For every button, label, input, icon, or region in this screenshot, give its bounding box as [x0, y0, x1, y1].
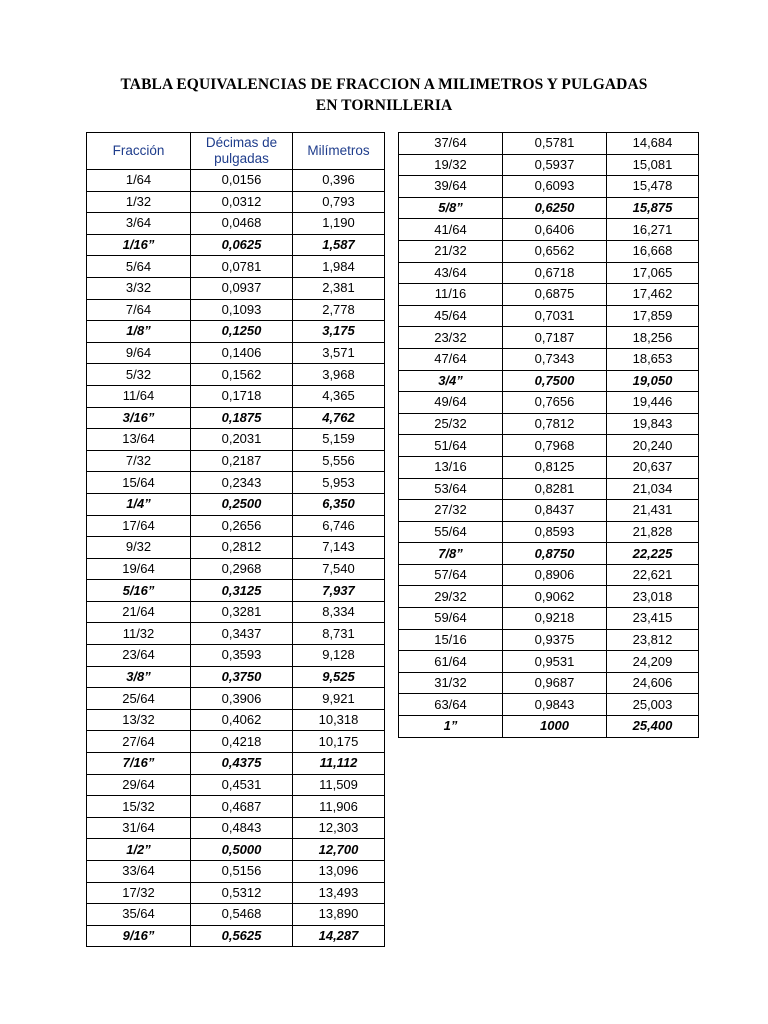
decimal-inch-cell: 0,6718 [503, 262, 607, 284]
decimal-inch-cell: 0,8281 [503, 478, 607, 500]
table-row [87, 709, 385, 731]
table-row [87, 731, 385, 753]
millimeter-cell: 8,334 [293, 601, 385, 623]
decimal-inch-cell: 0,1250 [191, 321, 293, 343]
decimal-inch-cell: 0,6250 [503, 197, 607, 219]
decimal-inch-cell: 0,5937 [503, 154, 607, 176]
header-decimal-line1: Décimas de [205, 135, 278, 150]
millimeter-cell: 5,159 [293, 429, 385, 451]
decimal-inch-cell: 0,9062 [503, 586, 607, 608]
decimal-inch-cell: 0,0312 [191, 191, 293, 213]
fraction-cell: 13/64 [87, 429, 191, 451]
fraction-cell: 15/64 [87, 472, 191, 494]
fraction-cell: 23/64 [87, 645, 191, 667]
fraction-cell: 1/16” [87, 234, 191, 256]
fraction-cell: 21/32 [399, 240, 503, 262]
table-row [399, 219, 699, 241]
fraction-cell: 17/64 [87, 515, 191, 537]
table-row [87, 385, 385, 407]
millimeter-cell: 24,209 [607, 651, 699, 673]
fraction-cell: 31/32 [399, 672, 503, 694]
decimal-inch-cell: 0,5000 [191, 839, 293, 861]
decimal-inch-cell: 0,5625 [191, 925, 293, 947]
table-row [87, 623, 385, 645]
decimal-inch-cell: 0,6406 [503, 219, 607, 241]
fraction-cell: 3/8” [87, 666, 191, 688]
fraction-cell: 11/64 [87, 385, 191, 407]
decimal-inch-cell: 0,4062 [191, 709, 293, 731]
fraction-cell: 7/64 [87, 299, 191, 321]
millimeter-cell: 23,812 [607, 629, 699, 651]
table-row [87, 601, 385, 623]
fraction-cell: 15/16 [399, 629, 503, 651]
decimal-inch-cell: 0,0937 [191, 277, 293, 299]
millimeter-cell: 18,653 [607, 348, 699, 370]
decimal-inch-cell: 0,5468 [191, 904, 293, 926]
decimal-inch-cell: 0,5312 [191, 882, 293, 904]
table-row [87, 817, 385, 839]
table-row [399, 672, 699, 694]
fraction-cell: 3/16” [87, 407, 191, 429]
millimeter-cell: 11,112 [293, 753, 385, 775]
table-row [87, 904, 385, 926]
millimeter-cell: 5,953 [293, 472, 385, 494]
decimal-inch-cell: 0,5781 [503, 133, 607, 155]
millimeter-cell: 23,415 [607, 608, 699, 630]
decimal-inch-cell: 0,1875 [191, 407, 293, 429]
table-row [399, 305, 699, 327]
fraction-cell: 31/64 [87, 817, 191, 839]
millimeter-cell: 19,446 [607, 392, 699, 414]
decimal-inch-cell: 0,7812 [503, 413, 607, 435]
millimeter-cell: 22,225 [607, 543, 699, 565]
fraction-cell: 1/2” [87, 839, 191, 861]
decimal-inch-cell: 0,0625 [191, 234, 293, 256]
millimeter-cell: 25,400 [607, 716, 699, 738]
decimal-inch-cell: 0,3593 [191, 645, 293, 667]
fraction-cell: 9/16” [87, 925, 191, 947]
millimeter-cell: 15,478 [607, 176, 699, 198]
decimal-inch-cell: 0,7031 [503, 305, 607, 327]
decimal-inch-cell: 0,7656 [503, 392, 607, 414]
table-row [87, 472, 385, 494]
millimeter-cell: 15,081 [607, 154, 699, 176]
decimal-inch-cell: 0,0781 [191, 256, 293, 278]
millimeter-cell: 20,240 [607, 435, 699, 457]
table-row [399, 413, 699, 435]
table-row [87, 213, 385, 235]
millimeter-cell: 20,637 [607, 456, 699, 478]
decimal-inch-cell: 0,5156 [191, 861, 293, 883]
table-row [399, 262, 699, 284]
fraction-cell: 51/64 [399, 435, 503, 457]
fraction-cell: 19/64 [87, 558, 191, 580]
decimal-inch-cell: 0,9218 [503, 608, 607, 630]
decimal-inch-cell: 0,4218 [191, 731, 293, 753]
decimal-inch-cell: 0,1093 [191, 299, 293, 321]
table-row [87, 645, 385, 667]
fraction-cell: 11/16 [399, 284, 503, 306]
millimeter-cell: 1,984 [293, 256, 385, 278]
decimal-inch-cell: 0,7968 [503, 435, 607, 457]
millimeter-cell: 5,556 [293, 450, 385, 472]
decimal-inch-cell: 0,1718 [191, 385, 293, 407]
table-row [87, 580, 385, 602]
decimal-inch-cell: 0,2968 [191, 558, 293, 580]
decimal-inch-cell: 0,7187 [503, 327, 607, 349]
millimeter-cell: 23,018 [607, 586, 699, 608]
millimeter-cell: 21,828 [607, 521, 699, 543]
decimal-inch-cell: 0,9687 [503, 672, 607, 694]
millimeter-cell: 12,700 [293, 839, 385, 861]
fraction-cell: 63/64 [399, 694, 503, 716]
table-row [399, 240, 699, 262]
decimal-inch-cell: 0,7343 [503, 348, 607, 370]
millimeter-cell: 25,003 [607, 694, 699, 716]
table-row [399, 133, 699, 155]
decimal-inch-cell: 0,0468 [191, 213, 293, 235]
title-line-2: EN TORNILLERIA [315, 97, 453, 114]
millimeter-cell: 24,606 [607, 672, 699, 694]
millimeter-cell: 15,875 [607, 197, 699, 219]
fraction-cell: 47/64 [399, 348, 503, 370]
fraction-cell: 1” [399, 716, 503, 738]
table-row [87, 861, 385, 883]
decimal-inch-cell: 0,0156 [191, 170, 293, 192]
table-row [87, 191, 385, 213]
millimeter-cell: 22,621 [607, 564, 699, 586]
millimeter-cell: 0,396 [293, 170, 385, 192]
millimeter-cell: 6,746 [293, 515, 385, 537]
millimeter-cell: 10,318 [293, 709, 385, 731]
decimal-inch-cell: 0,3906 [191, 688, 293, 710]
table-row [399, 370, 699, 392]
decimal-inch-cell: 0,4375 [191, 753, 293, 775]
table-row [87, 537, 385, 559]
millimeter-cell: 17,859 [607, 305, 699, 327]
table-row [87, 234, 385, 256]
table-row [399, 176, 699, 198]
fraction-cell: 3/32 [87, 277, 191, 299]
table-row [87, 774, 385, 796]
decimal-inch-cell: 0,9375 [503, 629, 607, 651]
table-row [399, 284, 699, 306]
millimeter-cell: 9,921 [293, 688, 385, 710]
millimeter-cell: 21,431 [607, 500, 699, 522]
decimal-inch-cell: 0,9843 [503, 694, 607, 716]
decimal-inch-cell: 0,2031 [191, 429, 293, 451]
fraction-cell: 5/32 [87, 364, 191, 386]
fraction-cell: 41/64 [399, 219, 503, 241]
table-row [87, 407, 385, 429]
fraction-cell: 49/64 [399, 392, 503, 414]
fraction-cell: 37/64 [399, 133, 503, 155]
table-row [399, 456, 699, 478]
fraction-cell: 1/32 [87, 191, 191, 213]
fraction-cell: 61/64 [399, 651, 503, 673]
table-row [87, 882, 385, 904]
millimeter-cell: 21,034 [607, 478, 699, 500]
fraction-cell: 27/64 [87, 731, 191, 753]
table-row [399, 327, 699, 349]
table-row [87, 450, 385, 472]
table-row [87, 364, 385, 386]
millimeter-cell: 0,793 [293, 191, 385, 213]
fraction-cell: 13/32 [87, 709, 191, 731]
table-row [87, 170, 385, 192]
decimal-inch-cell: 0,6093 [503, 176, 607, 198]
millimeter-cell: 19,050 [607, 370, 699, 392]
fraction-cell: 7/16” [87, 753, 191, 775]
fraction-cell: 59/64 [399, 608, 503, 630]
fraction-cell: 25/64 [87, 688, 191, 710]
table-row [87, 429, 385, 451]
millimeter-cell: 2,381 [293, 277, 385, 299]
fraction-cell: 9/64 [87, 342, 191, 364]
fraction-cell: 5/16” [87, 580, 191, 602]
decimal-inch-cell: 0,4843 [191, 817, 293, 839]
decimal-inch-cell: 0,8125 [503, 456, 607, 478]
fraction-cell: 27/32 [399, 500, 503, 522]
table-row [399, 392, 699, 414]
fraction-cell: 3/4” [399, 370, 503, 392]
fraction-cell: 17/32 [87, 882, 191, 904]
decimal-inch-cell: 0,6875 [503, 284, 607, 306]
table-row [87, 839, 385, 861]
fraction-cell: 45/64 [399, 305, 503, 327]
millimeter-cell: 3,571 [293, 342, 385, 364]
fraction-cell: 15/32 [87, 796, 191, 818]
table-row [399, 716, 699, 738]
millimeter-cell: 3,968 [293, 364, 385, 386]
millimeter-cell: 1,190 [293, 213, 385, 235]
fraction-cell: 43/64 [399, 262, 503, 284]
millimeter-cell: 4,365 [293, 385, 385, 407]
fraction-cell: 21/64 [87, 601, 191, 623]
millimeter-cell: 11,906 [293, 796, 385, 818]
millimeter-cell: 16,668 [607, 240, 699, 262]
millimeter-cell: 17,462 [607, 284, 699, 306]
fraction-cell: 33/64 [87, 861, 191, 883]
table-row [87, 493, 385, 515]
decimal-inch-cell: 0,2812 [191, 537, 293, 559]
table-row [87, 753, 385, 775]
decimal-inch-cell: 0,2187 [191, 450, 293, 472]
table-row [87, 342, 385, 364]
millimeter-cell: 18,256 [607, 327, 699, 349]
fraction-cell: 11/32 [87, 623, 191, 645]
fraction-cell: 5/64 [87, 256, 191, 278]
millimeter-cell: 2,778 [293, 299, 385, 321]
fraction-cell: 19/32 [399, 154, 503, 176]
millimeter-cell: 11,509 [293, 774, 385, 796]
millimeter-cell: 4,762 [293, 407, 385, 429]
fraction-cell: 57/64 [399, 564, 503, 586]
decimal-inch-cell: 0,3437 [191, 623, 293, 645]
decimal-inch-cell: 0,8437 [503, 500, 607, 522]
table-row [87, 515, 385, 537]
fraction-cell: 25/32 [399, 413, 503, 435]
table-right-body [399, 133, 699, 738]
millimeter-cell: 1,587 [293, 234, 385, 256]
millimeter-cell: 8,731 [293, 623, 385, 645]
fraction-cell: 23/32 [399, 327, 503, 349]
fraction-cell: 29/32 [399, 586, 503, 608]
fraction-cell: 3/64 [87, 213, 191, 235]
title-line-1: TABLA EQUIVALENCIAS DE FRACCION A MILIMETROS Y PULGADAS [120, 76, 648, 93]
table-row [399, 651, 699, 673]
fraction-cell: 1/8” [87, 321, 191, 343]
header-decimal-line2: pulgadas [214, 151, 269, 166]
decimal-inch-cell: 0,3281 [191, 601, 293, 623]
table-row [399, 435, 699, 457]
table-row [399, 154, 699, 176]
fraction-cell: 1/64 [87, 170, 191, 192]
fraction-cell: 53/64 [399, 478, 503, 500]
table-row [399, 500, 699, 522]
table-left-body [87, 170, 385, 947]
millimeter-cell: 14,287 [293, 925, 385, 947]
table-row [87, 321, 385, 343]
table-row [399, 543, 699, 565]
header-millimeters: Milímetros [293, 133, 385, 170]
table-row [87, 256, 385, 278]
millimeter-cell: 13,096 [293, 861, 385, 883]
millimeter-cell: 7,540 [293, 558, 385, 580]
millimeter-cell: 19,843 [607, 413, 699, 435]
millimeter-cell: 16,271 [607, 219, 699, 241]
table-row [399, 608, 699, 630]
conversion-table-right [398, 132, 699, 738]
fraction-cell: 7/8” [399, 543, 503, 565]
table-row [87, 277, 385, 299]
fraction-cell: 1/4” [87, 493, 191, 515]
decimal-inch-cell: 0,2343 [191, 472, 293, 494]
table-row [87, 558, 385, 580]
table-row [399, 348, 699, 370]
table-row [399, 629, 699, 651]
decimal-inch-cell: 0,1562 [191, 364, 293, 386]
decimal-inch-cell: 0,2500 [191, 493, 293, 515]
decimal-inch-cell: 0,2656 [191, 515, 293, 537]
millimeter-cell: 17,065 [607, 262, 699, 284]
fraction-cell: 7/32 [87, 450, 191, 472]
decimal-inch-cell: 0,4531 [191, 774, 293, 796]
decimal-inch-cell: 0,3750 [191, 666, 293, 688]
decimal-inch-cell: 0,8593 [503, 521, 607, 543]
fraction-cell: 9/32 [87, 537, 191, 559]
fraction-cell: 5/8” [399, 197, 503, 219]
decimal-inch-cell: 0,3125 [191, 580, 293, 602]
decimal-inch-cell: 0,6562 [503, 240, 607, 262]
conversion-table-left [86, 132, 385, 947]
header-fraction: Fracción [87, 133, 191, 170]
decimal-inch-cell: 0,1406 [191, 342, 293, 364]
millimeter-cell: 13,493 [293, 882, 385, 904]
decimal-inch-cell: 1000 [503, 716, 607, 738]
decimal-inch-cell: 0,4687 [191, 796, 293, 818]
table-header-row [87, 133, 385, 170]
fraction-cell: 55/64 [399, 521, 503, 543]
header-decimal [191, 133, 293, 170]
fraction-cell: 29/64 [87, 774, 191, 796]
table-row [87, 925, 385, 947]
decimal-inch-cell: 0,8750 [503, 543, 607, 565]
table-row [399, 521, 699, 543]
table-row [399, 564, 699, 586]
millimeter-cell: 9,128 [293, 645, 385, 667]
millimeter-cell: 10,175 [293, 731, 385, 753]
millimeter-cell: 14,684 [607, 133, 699, 155]
fraction-cell: 35/64 [87, 904, 191, 926]
table-row [399, 694, 699, 716]
decimal-inch-cell: 0,7500 [503, 370, 607, 392]
millimeter-cell: 7,143 [293, 537, 385, 559]
millimeter-cell: 12,303 [293, 817, 385, 839]
table-row [87, 666, 385, 688]
decimal-inch-cell: 0,8906 [503, 564, 607, 586]
table-row [87, 299, 385, 321]
table-row [399, 197, 699, 219]
table-row [87, 796, 385, 818]
document-title [0, 74, 768, 116]
millimeter-cell: 13,890 [293, 904, 385, 926]
fraction-cell: 39/64 [399, 176, 503, 198]
millimeter-cell: 7,937 [293, 580, 385, 602]
fraction-cell: 13/16 [399, 456, 503, 478]
table-row [87, 688, 385, 710]
millimeter-cell: 3,175 [293, 321, 385, 343]
table-row [399, 586, 699, 608]
millimeter-cell: 6,350 [293, 493, 385, 515]
table-row [399, 478, 699, 500]
millimeter-cell: 9,525 [293, 666, 385, 688]
decimal-inch-cell: 0,9531 [503, 651, 607, 673]
